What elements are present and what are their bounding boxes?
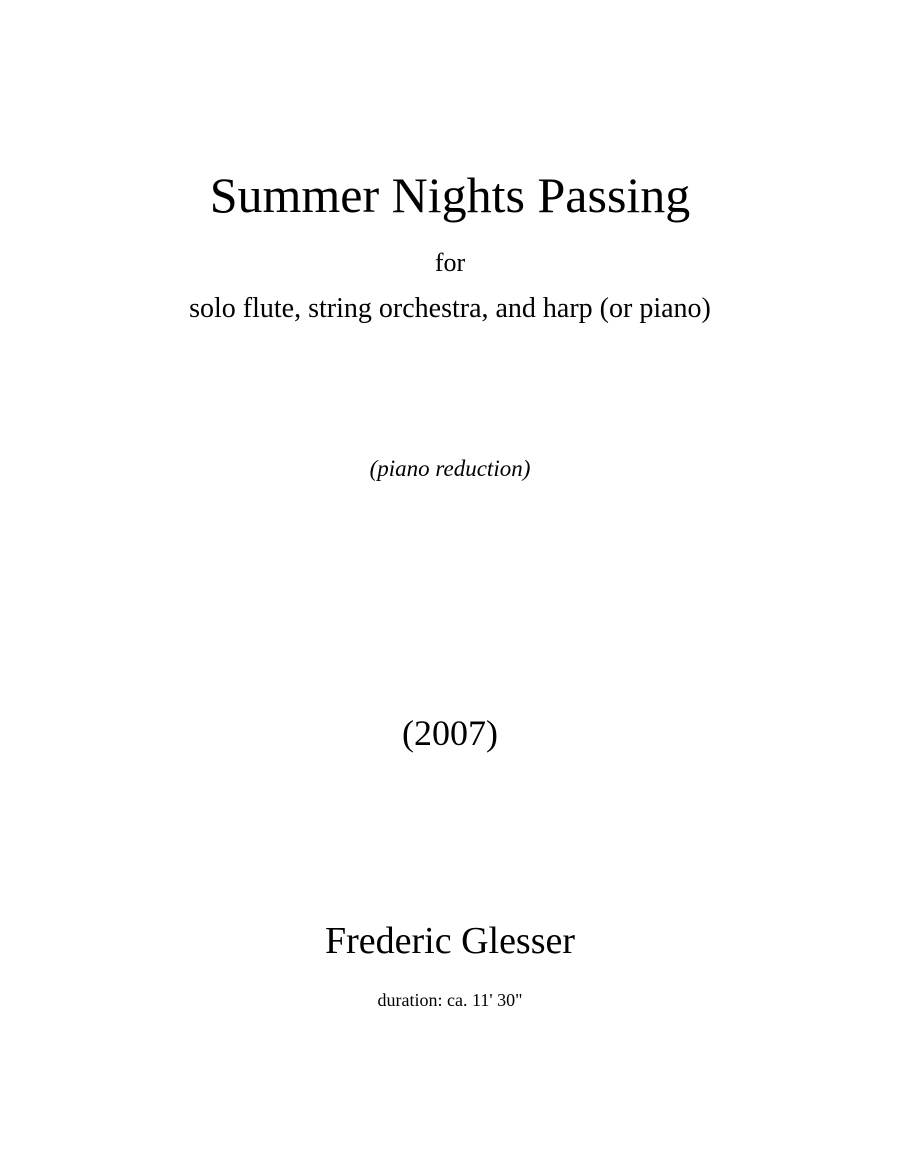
composer-name: Frederic Glesser bbox=[324, 920, 576, 962]
duration: duration: ca. 11' 30" bbox=[377, 990, 523, 1010]
score-title: Summer Nights Passing bbox=[209, 167, 691, 223]
instrumentation: solo flute, string orchestra, and harp (or piano) bbox=[189, 293, 711, 324]
edition-note: (piano reduction) bbox=[369, 456, 531, 481]
for-label: for bbox=[434, 248, 466, 277]
composition-year: (2007) bbox=[402, 713, 498, 753]
